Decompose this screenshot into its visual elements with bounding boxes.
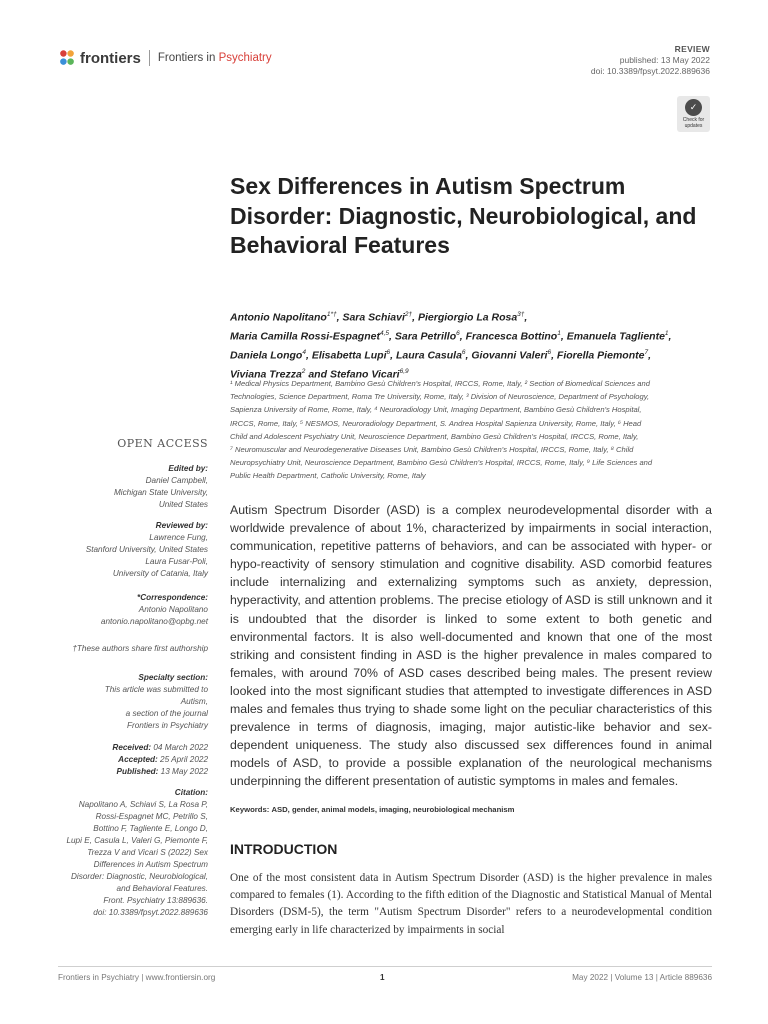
citation-line: Differences in Autism Spectrum bbox=[93, 860, 208, 869]
citation-line: Trezza V and Vicari S (2022) Sex bbox=[87, 848, 208, 857]
article-meta bbox=[591, 44, 710, 77]
article-title: Sex Differences in Autism Spectrum Disorder: Diagnostic, Neurobiological, and Behavioral Features bbox=[230, 173, 697, 258]
author-affiliation-marker: 1*† bbox=[326, 311, 337, 318]
author-affiliation-marker: 4 bbox=[302, 349, 306, 356]
affiliation-list bbox=[230, 377, 715, 483]
author-name[interactable]: Francesca Bottino bbox=[465, 330, 558, 343]
specialty-label: Specialty section: bbox=[138, 673, 208, 682]
article-type: REVIEW bbox=[674, 44, 710, 54]
frontiers-logo-icon bbox=[58, 49, 76, 67]
citation-line: Rossi-Espagnet MC, Petrillo S, bbox=[95, 812, 208, 821]
logo-wordmark: frontiers bbox=[80, 49, 141, 67]
bookmark-icon: ✓ bbox=[685, 99, 702, 116]
footer-journal-link[interactable]: Frontiers in Psychiatry | www.frontiersin.org bbox=[58, 973, 216, 982]
citation-block bbox=[58, 787, 208, 919]
author-name[interactable]: Elisabetta Lupi bbox=[311, 349, 387, 362]
citation-line: Bottino F, Tagliente E, Longo D, bbox=[93, 824, 208, 833]
specialty-line: Frontiers in Psychiatry bbox=[127, 721, 208, 730]
published-date-sidebar: 13 May 2022 bbox=[160, 767, 208, 776]
reviewer-line: Lawrence Fung, bbox=[149, 533, 208, 542]
badge-line-2: updates bbox=[684, 122, 703, 129]
specialty-section-block bbox=[58, 672, 208, 732]
author-affiliation-marker: 6 bbox=[456, 330, 460, 337]
author-name[interactable]: Sara Schiavi bbox=[342, 311, 405, 324]
author-name[interactable]: Fiorella Piemonte bbox=[556, 349, 645, 362]
citation-doi[interactable]: doi: 10.3389/fpsyt.2022.889636 bbox=[93, 908, 208, 917]
article-doi[interactable]: doi: 10.3389/fpsyt.2022.889636 bbox=[590, 66, 710, 76]
edited-by-label: Edited by: bbox=[168, 464, 208, 473]
header-divider bbox=[149, 50, 150, 66]
author-affiliation-marker: 6 bbox=[547, 349, 552, 356]
affiliation-line: ⁷ Neuromuscular and Neurodegenerative Diseases Unit, Bambino Gesù Children's Hospital, IRCCS, Rome, Italy, ⁸ Child bbox=[230, 445, 634, 455]
badge-line-1: Check for bbox=[682, 117, 705, 123]
reviewer-line: Stanford University, United States bbox=[85, 545, 208, 554]
dates-block bbox=[58, 742, 208, 778]
published-label: Published: bbox=[116, 767, 159, 776]
edited-by-line: United States bbox=[158, 500, 208, 509]
correspondence-name: Antonio Napolitano bbox=[138, 605, 208, 614]
reviewer-line: University of Catania, Italy bbox=[112, 569, 208, 578]
keywords-label: Keywords: bbox=[230, 805, 270, 814]
author-name[interactable]: Maria Camilla Rossi-Espagnet bbox=[230, 330, 380, 343]
author-name[interactable]: Daniela Longo bbox=[230, 349, 303, 362]
section-heading-introduction: INTRODUCTION bbox=[230, 841, 338, 857]
affiliation-line: Sapienza University of Rome, Rome, Italy, ⁴ Neuroradiology Unit, Imaging Department, Bambino Gesù Children's Hospital, bbox=[230, 405, 642, 415]
edited-by-block bbox=[58, 463, 208, 511]
affiliation-line: Child and Adolescent Psychiatry Unit, Neuroscience Department, Bambino Gesù Children's Hospital, IRCCS, Rome, Italy, bbox=[230, 431, 639, 441]
journal-header bbox=[58, 46, 272, 70]
accepted-date: 25 April 2022 bbox=[160, 755, 208, 764]
citation-line: Front. Psychiatry 13:889636. bbox=[103, 896, 208, 905]
correspondence-block bbox=[58, 592, 208, 628]
citation-line: Napolitano A, Schiavi S, La Rosa P, bbox=[78, 800, 208, 809]
specialty-line: a section of the journal bbox=[125, 709, 208, 718]
author-affiliation-marker: 6,9 bbox=[399, 368, 409, 375]
citation-line: Lupi E, Casula L, Valeri G, Piemonte F, bbox=[66, 836, 208, 845]
affiliation-line: Technologies, Science Department, Roma Tre University, Rome, Italy, ³ Division of Neuroscience, Department of Psychology, bbox=[230, 392, 650, 402]
author-affiliation-marker: 2 bbox=[301, 368, 306, 375]
author-affiliation-marker: 2† bbox=[404, 311, 413, 318]
journal-subject: Psychiatry bbox=[218, 52, 272, 64]
affiliation-line: Neuropsychiatry Unit, Neuroscience Department, Bambino Gesù Children's Hospital, IRCCS, Rome, Italy, ⁹ Life Sciences and bbox=[230, 458, 653, 468]
keywords-values: ASD, gender, animal models, imaging, neurobiological mechanism bbox=[271, 805, 515, 814]
edited-by-line: Michigan State University, bbox=[113, 488, 208, 497]
specialty-line: This article was submitted to bbox=[104, 685, 208, 694]
author-name[interactable]: Sara Petrillo bbox=[394, 330, 457, 343]
footer-divider bbox=[58, 966, 712, 967]
author-affiliation-marker: 1 bbox=[664, 330, 669, 337]
author-name[interactable]: Giovanni Valeri bbox=[471, 349, 548, 362]
author-list: Antonio Napolitano$^{1*\dagger}$, Sara Schiavi$^{2\dagger}$, Piergiorgio La Rosa$^{3\dagger}$, Maria Camilla Rossi-Espagnet$^{4,5}$, Sara Petrillo$^6$, Francesca Bottino$^1$, Emanuela Tagliente$^1$, Daniela Longo$^4$, Elisabetta Lupi$^6$, Laura Casula$^6$, Giovanni Valeri$^6$, Fiorella Piemonte$^7$, Viviana Trezza$^2$ and Stefano Vicari$^{6,9}$ bbox=[230, 311, 672, 381]
page-number: 1 bbox=[380, 973, 385, 982]
edited-by-line: Daniel Campbell, bbox=[145, 476, 208, 485]
correspondence-label: *Correspondence: bbox=[137, 593, 208, 602]
author-name[interactable]: Piergiorgio La Rosa bbox=[417, 311, 518, 324]
introduction-text: One of the most consistent data in Autism Spectrum Disorder (ASD) is the higher prevalence in males compared to females (1). According to the fifth edition of the Diagnostic and Statistical Manual of Mental Disorders (DSM-5), the term "Autism Spectrum Disorder" refers to a neurodevelopmental condition emerging early in life characterized by impairments in social bbox=[230, 872, 712, 936]
accepted-label: Accepted: bbox=[118, 755, 158, 764]
author-affiliation-marker: 7 bbox=[644, 349, 649, 356]
abstract-text: Autism Spectrum Disorder (ASD) is a complex neurodevelopmental disorder with a worldwide prevalence of about 1%, characterized by impairments in social interaction, communication, repetitive patterns of behaviors, and can be associated with hyper- or hypo-reactivity of sensory stimulation and cognitive disability. ASD comorbid features include internalizing and externalizing symptoms such as anxiety, depression, hyperactivity, and attention problems. The precise etiology of ASD is still unknown and it is undoubted that the disorder is linked to some extent to both genetic and environmental factors. It is also well-documented and known that one of the most striking and consistent finding in ASD is the higher prevalence in males compared to females, with around 70% of ASD cases described being males. The present review looked into the most significant studies that attempted to investigate differences in ASD males and females thus trying to shade some light on the peculiar characteristics of this prevalence in terms of diagnosis, imaging, major autistic-like behavior and sex-dependent uniqueness. The study also discussed sex differences found in animal models of ASD, to provide a possible explanation of the neurological mechanisms underpinning the different presentation of autistic symptoms in males and females. bbox=[230, 503, 712, 789]
specialty-line: Autism, bbox=[180, 697, 208, 706]
affiliation-line: ¹ Medical Physics Department, Bambino Gesù Children's Hospital, IRCCS, Rome, Italy, ² Section of Biomedical Sciences and bbox=[230, 379, 650, 388]
author-name[interactable]: Viviana Trezza bbox=[230, 368, 302, 381]
published-date: published: 13 May 2022 bbox=[619, 55, 710, 65]
reviewed-by-label: Reviewed by: bbox=[155, 521, 208, 530]
citation-line: Disorder: Diagnostic, Neurobiological, bbox=[71, 872, 208, 881]
check-for-updates-badge[interactable] bbox=[677, 96, 710, 132]
author-name[interactable]: Laura Casula bbox=[395, 349, 462, 362]
affiliation-line: Public Health Department, Catholic University, Rome, Italy bbox=[230, 471, 426, 481]
footer-issue-info: May 2022 | Volume 13 | Article 889636 bbox=[572, 973, 712, 982]
received-date: 04 March 2022 bbox=[153, 743, 208, 752]
author-affiliation-marker: 4,5 bbox=[379, 330, 390, 337]
journal-name[interactable] bbox=[158, 52, 272, 64]
author-name[interactable]: Emanuela Tagliente bbox=[566, 330, 665, 343]
open-access-label: OPEN ACCESS bbox=[117, 437, 208, 450]
correspondence-email[interactable]: antonio.napolitano@opbg.net bbox=[100, 617, 208, 626]
author-name[interactable]: Stefano Vicari bbox=[329, 368, 400, 381]
keywords-line bbox=[230, 805, 712, 814]
reviewed-by-block bbox=[58, 520, 208, 580]
journal-prefix: Frontiers in bbox=[157, 52, 216, 64]
citation-label: Citation: bbox=[174, 788, 208, 797]
author-affiliation-marker: 3† bbox=[517, 311, 525, 318]
affiliation-line: IRCCS, Rome, Italy, ⁵ NESMOS, Neuroradiology Department, S. Andrea Hospital Sapienza University, Rome, Italy, ⁶ Head bbox=[230, 418, 642, 428]
citation-line: and Behavioral Features. bbox=[116, 884, 208, 893]
received-label: Received: bbox=[112, 743, 152, 752]
reviewer-line: Laura Fusar-Poli, bbox=[145, 557, 208, 566]
frontiers-logo[interactable] bbox=[58, 49, 141, 67]
shared-authorship-note: †These authors share first authorship bbox=[72, 644, 208, 653]
author-affiliation-marker: 6 bbox=[386, 349, 391, 356]
author-affiliation-marker: 6 bbox=[461, 349, 466, 356]
author-name[interactable]: Antonio Napolitano bbox=[230, 311, 327, 324]
author-affiliation-marker: 1 bbox=[557, 330, 561, 337]
